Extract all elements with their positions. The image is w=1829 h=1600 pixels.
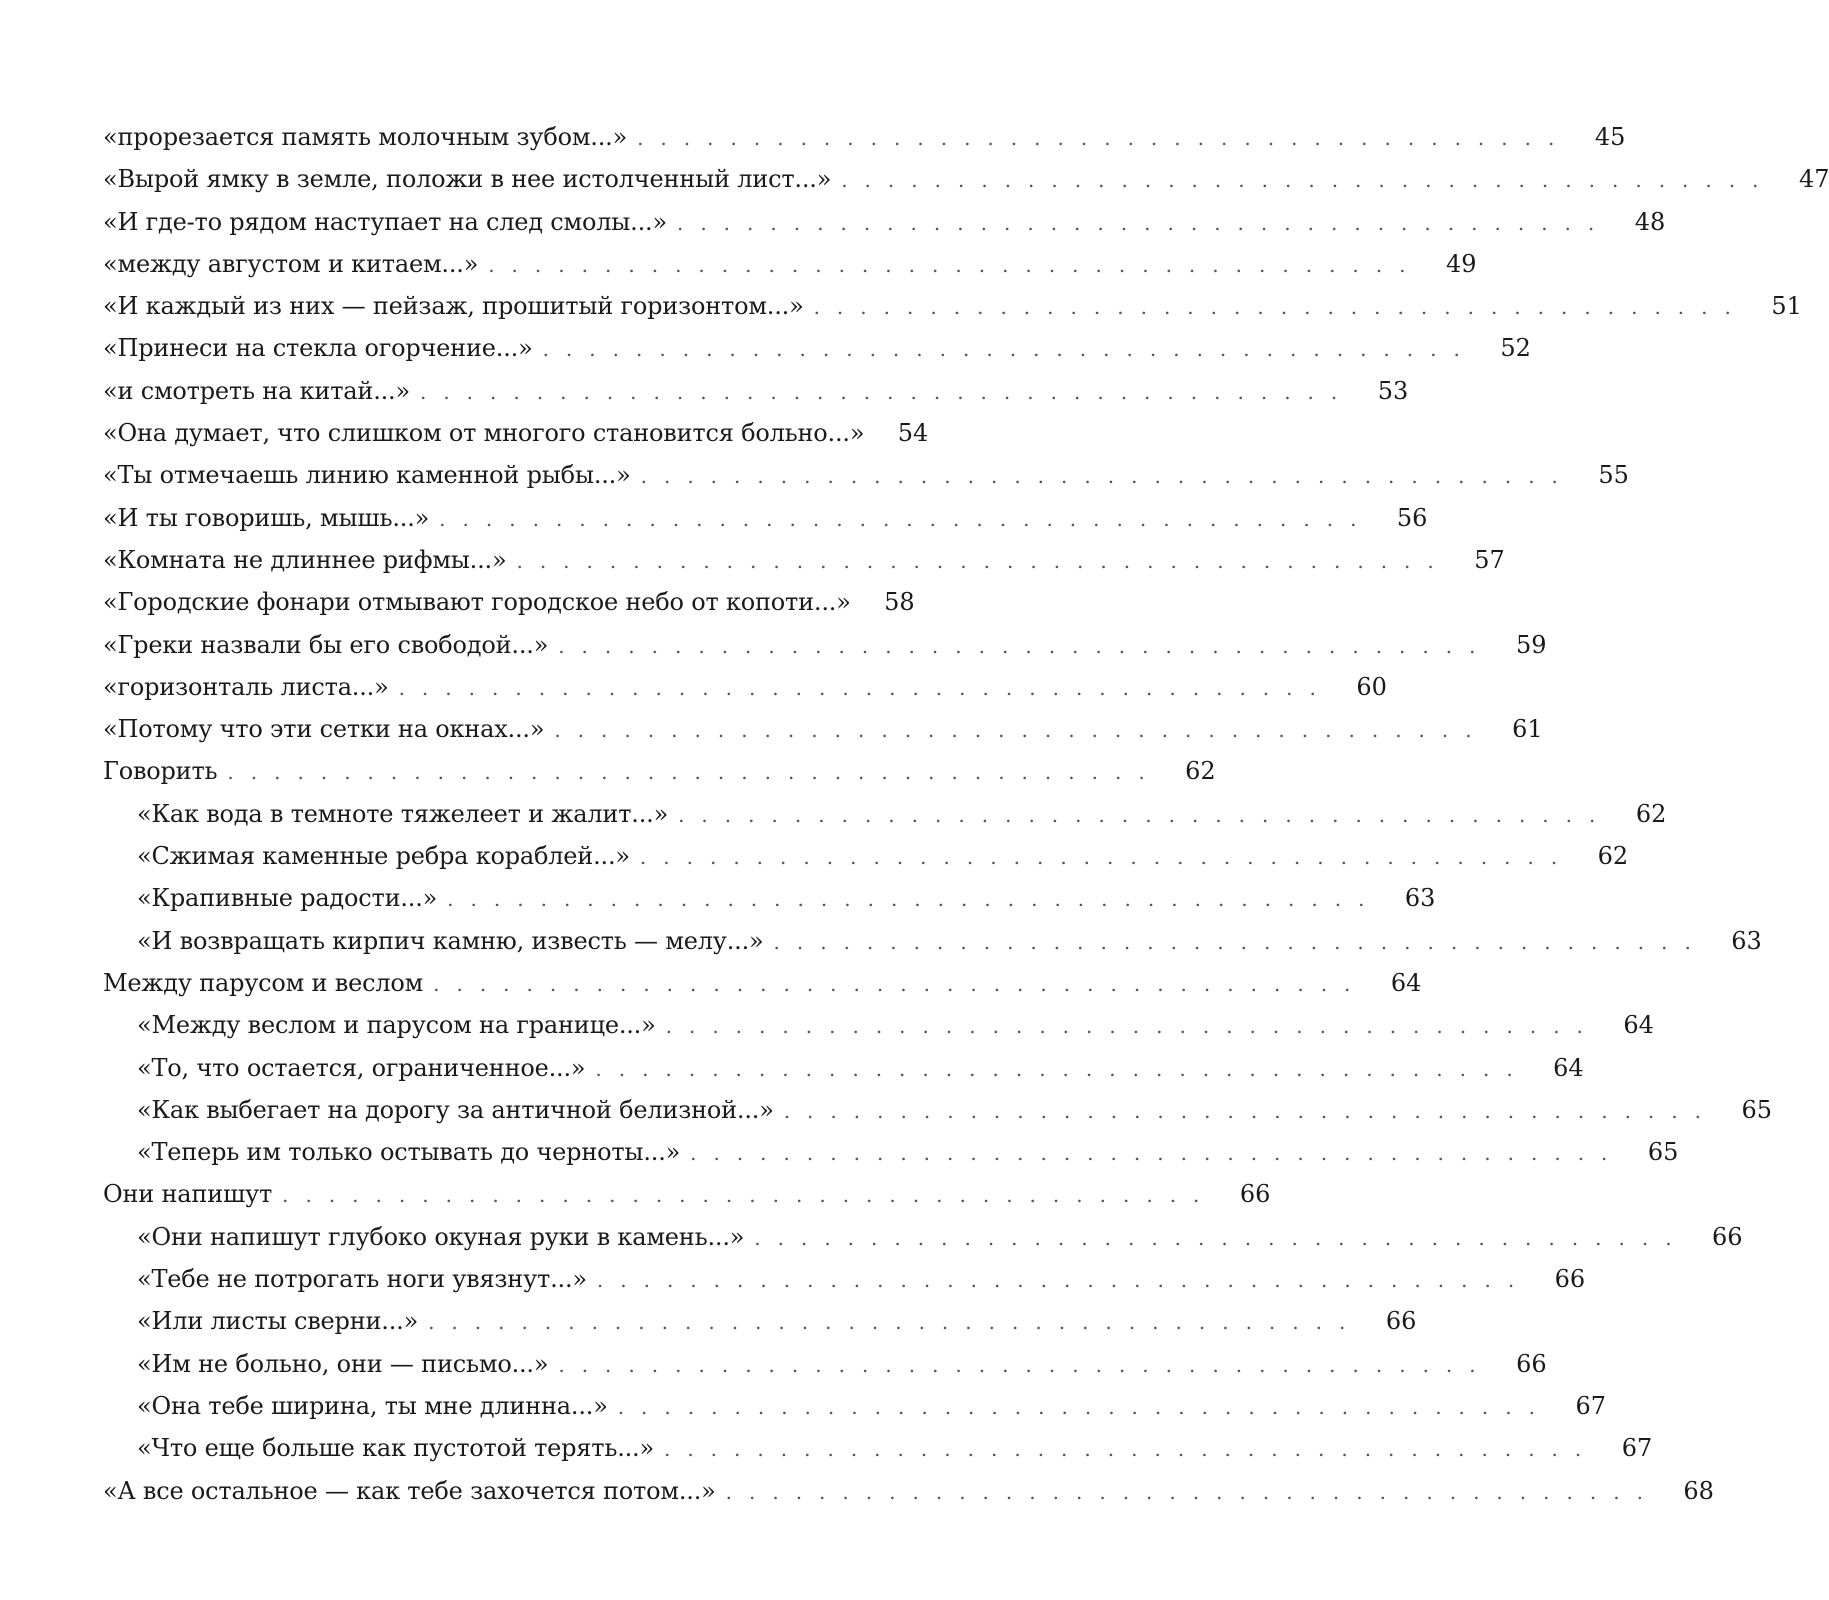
toc-entry-page: 59	[1515, 630, 1547, 659]
toc-entry-title: «Или листы сверни...»	[137, 1307, 419, 1336]
toc-entry-title: «Ты отмечаешь линию каменной рыбы...»	[103, 461, 631, 490]
toc-entry-page: 45	[1594, 123, 1626, 151]
toc-entry-title: «И ты говоришь, мышь...»	[103, 503, 430, 532]
toc-section	[103, 1173, 1271, 1215]
toc-entry	[103, 539, 1505, 581]
toc-entry-page: 47	[1798, 165, 1829, 194]
dot-leader: ........................................	[433, 971, 1368, 996]
dot-leader: ........................................	[428, 1310, 1363, 1335]
toc-entry-page: 54	[897, 419, 929, 448]
toc-subentry	[103, 1343, 1547, 1385]
toc-entry-page: 68	[1683, 1476, 1714, 1505]
dot-leader: ........................................	[419, 379, 1355, 404]
toc-entry-page: 49	[1445, 249, 1477, 278]
dot-leader: ........................................	[637, 126, 1572, 150]
toc-entry	[103, 116, 1626, 158]
toc-entry-page: 64	[1390, 968, 1422, 997]
dot-leader: ........................................	[542, 337, 1477, 362]
toc-entry-page: 64	[1623, 1011, 1654, 1040]
toc-entry-page: 67	[1575, 1391, 1606, 1420]
toc-entry-title: «Греки назвали бы его свободой...»	[103, 630, 549, 659]
toc-subentry	[103, 920, 1762, 962]
dot-leader: ........................................	[596, 1268, 1532, 1293]
dot-leader: ........................................	[439, 506, 1374, 531]
toc-entry-page: 65	[1741, 1095, 1772, 1124]
toc-entry-title: «прорезается память молочным зубом...»	[103, 123, 628, 151]
toc-entry	[103, 708, 1543, 750]
toc-entry-title: «Крапивные радости...»	[137, 884, 438, 913]
dot-leader: ........................................	[398, 675, 1333, 700]
toc-entry-title: «А все остальное — как тебе захочется потом...»	[103, 1476, 716, 1505]
toc-entry	[103, 327, 1531, 369]
toc-section	[103, 750, 1216, 792]
toc-entry	[103, 285, 1802, 327]
toc-entry	[103, 412, 929, 454]
dot-leader: ........................................	[754, 1225, 1689, 1250]
toc-subentry	[103, 1047, 1584, 1089]
toc-entry-page: 67	[1621, 1434, 1653, 1463]
dot-leader: ........................................	[516, 548, 1451, 573]
toc-entry-title: «Что еще больше как пустотой терять...»	[137, 1434, 654, 1463]
toc-entry	[103, 243, 1477, 285]
toc-entry-title: «между августом и китаем...»	[103, 249, 479, 278]
toc-entry-page: 56	[1396, 503, 1428, 532]
toc-entry-page: 58	[884, 588, 915, 617]
toc-entry-title: «Потому что эти сетки на окнах...»	[103, 715, 545, 744]
toc-entry-title: «Принеси на стекла огорчение...»	[103, 334, 533, 363]
toc-section-title: Говорить	[103, 757, 218, 786]
toc-entry-title: «Как выбегает на дорогу за античной белизной...»	[137, 1095, 774, 1124]
toc-subentry	[103, 793, 1667, 835]
dot-leader: ........................................	[639, 845, 1575, 870]
toc-section-title: Они напишут	[103, 1180, 273, 1209]
dot-leader: ........................................	[554, 718, 1489, 743]
dot-leader: ........................................	[663, 1437, 1599, 1462]
toc-section-title: Между парусом и веслом	[103, 968, 424, 997]
toc-entry-title: «Вырой ямку в земле, положи в нее истолченный лист...»	[103, 165, 832, 194]
dot-leader: ........................................	[773, 929, 1708, 954]
toc-subentry	[103, 1131, 1679, 1173]
toc-subentry	[103, 1427, 1653, 1469]
dot-leader: ........................................	[558, 1352, 1493, 1377]
toc-entry	[103, 158, 1829, 200]
toc-entry-title: «И возвращать кирпич камню, известь — мелу...»	[137, 926, 764, 955]
toc-entry-title: «И каждый из них — пейзаж, прошитый горизонтом...»	[103, 292, 804, 321]
toc-entry-page: 53	[1377, 376, 1409, 405]
toc-entry	[103, 1470, 1714, 1512]
dot-leader: ........................................	[617, 1394, 1552, 1419]
dot-leader: ........................................	[558, 633, 1493, 658]
toc-entry-title: «Как вода в темноте тяжелеет и жалит...»	[137, 799, 669, 828]
dot-leader: ........................................	[813, 295, 1748, 320]
dot-leader: ........................................	[725, 1479, 1660, 1504]
toc-subentry	[103, 1004, 1654, 1046]
dot-leader: ........................................	[488, 252, 1423, 277]
toc-section	[103, 962, 1422, 1004]
toc-entry-title: «горизонталь листа...»	[103, 672, 389, 701]
toc-entry-page: 62	[1185, 757, 1216, 786]
toc-entry-page: 51	[1771, 292, 1802, 321]
toc-subentry	[103, 1258, 1586, 1300]
toc-entry-title: «Между веслом и парусом на границе...»	[137, 1011, 656, 1040]
dot-leader: ........................................	[665, 1014, 1600, 1039]
toc-entry-page: 61	[1512, 715, 1543, 744]
toc-entry-title: «Сжимая каменные ребра кораблей...»	[137, 842, 630, 871]
toc-entry-title: «Городские фонари отмывают городское небо от копоти...»	[103, 588, 851, 617]
toc-entry	[103, 624, 1547, 666]
toc-entry-title: «То, что остается, ограниченное...»	[137, 1053, 586, 1082]
toc-entry-page: 65	[1647, 1138, 1679, 1167]
dot-leader: ........................................	[690, 1141, 1625, 1166]
toc-entry-title: «и смотреть на китай...»	[103, 376, 410, 405]
toc-entry	[103, 201, 1666, 243]
dot-leader: ........................................	[640, 464, 1575, 489]
dot-leader: ........................................	[227, 760, 1162, 785]
toc-entry-title: «И где-то рядом наступает на след смолы...»	[103, 207, 667, 236]
dot-leader: ........................................	[282, 1183, 1217, 1208]
toc-subentry	[103, 1089, 1772, 1131]
dot-leader: ........................................	[447, 887, 1382, 912]
toc-entry-page: 66	[1516, 1349, 1547, 1378]
toc-entry	[103, 666, 1387, 708]
toc-entry-title: «Она думает, что слишком от многого становится больно...»	[103, 419, 865, 448]
toc-entry	[103, 370, 1409, 412]
toc-entry-page: 66	[1385, 1307, 1417, 1336]
toc-entry-title: «Она тебе ширина, ты мне длинна...»	[137, 1391, 608, 1420]
toc-entry-page: 60	[1356, 672, 1387, 701]
toc-entry-page: 62	[1597, 842, 1629, 871]
toc-entry-page: 62	[1635, 799, 1667, 828]
toc-subentry	[103, 877, 1436, 919]
toc-entry-page: 66	[1239, 1180, 1271, 1209]
toc-entry	[103, 454, 1629, 496]
toc-entry-page: 55	[1598, 461, 1629, 490]
toc-entry-page: 48	[1634, 207, 1666, 236]
dot-leader: ........................................	[676, 210, 1612, 235]
toc-entry-page: 63	[1731, 926, 1762, 955]
toc-subentry	[103, 1300, 1417, 1342]
toc-entry-title: «Комната не длиннее рифмы...»	[103, 545, 507, 574]
toc-subentry	[103, 1385, 1606, 1427]
toc-entry-title: «Теперь им только остывать до черноты...»	[137, 1138, 681, 1167]
toc-entry-page: 64	[1553, 1053, 1584, 1082]
toc-entry-title: «Они напишут глубоко окуная руки в камень...»	[137, 1222, 745, 1251]
toc-entry-page: 63	[1404, 884, 1436, 913]
dot-leader: ........................................	[783, 1098, 1718, 1123]
dot-leader: ........................................	[841, 168, 1776, 193]
toc-entry-title: «Тебе не потрогать ноги увязнут...»	[137, 1265, 587, 1294]
toc-entry-page: 66	[1554, 1265, 1586, 1294]
toc-entry-page: 66	[1712, 1222, 1743, 1251]
toc-entry-page: 52	[1500, 334, 1531, 363]
toc-entry	[103, 581, 915, 623]
toc-entry	[103, 497, 1428, 539]
toc-entry-page: 57	[1474, 545, 1505, 574]
toc-subentry	[103, 835, 1629, 877]
table-of-contents	[103, 116, 1829, 1512]
dot-leader: ........................................	[678, 802, 1613, 827]
toc-entry-title: «Им не больно, они — письмо...»	[137, 1349, 549, 1378]
dot-leader: ........................................	[595, 1056, 1530, 1081]
toc-subentry	[103, 1216, 1743, 1258]
